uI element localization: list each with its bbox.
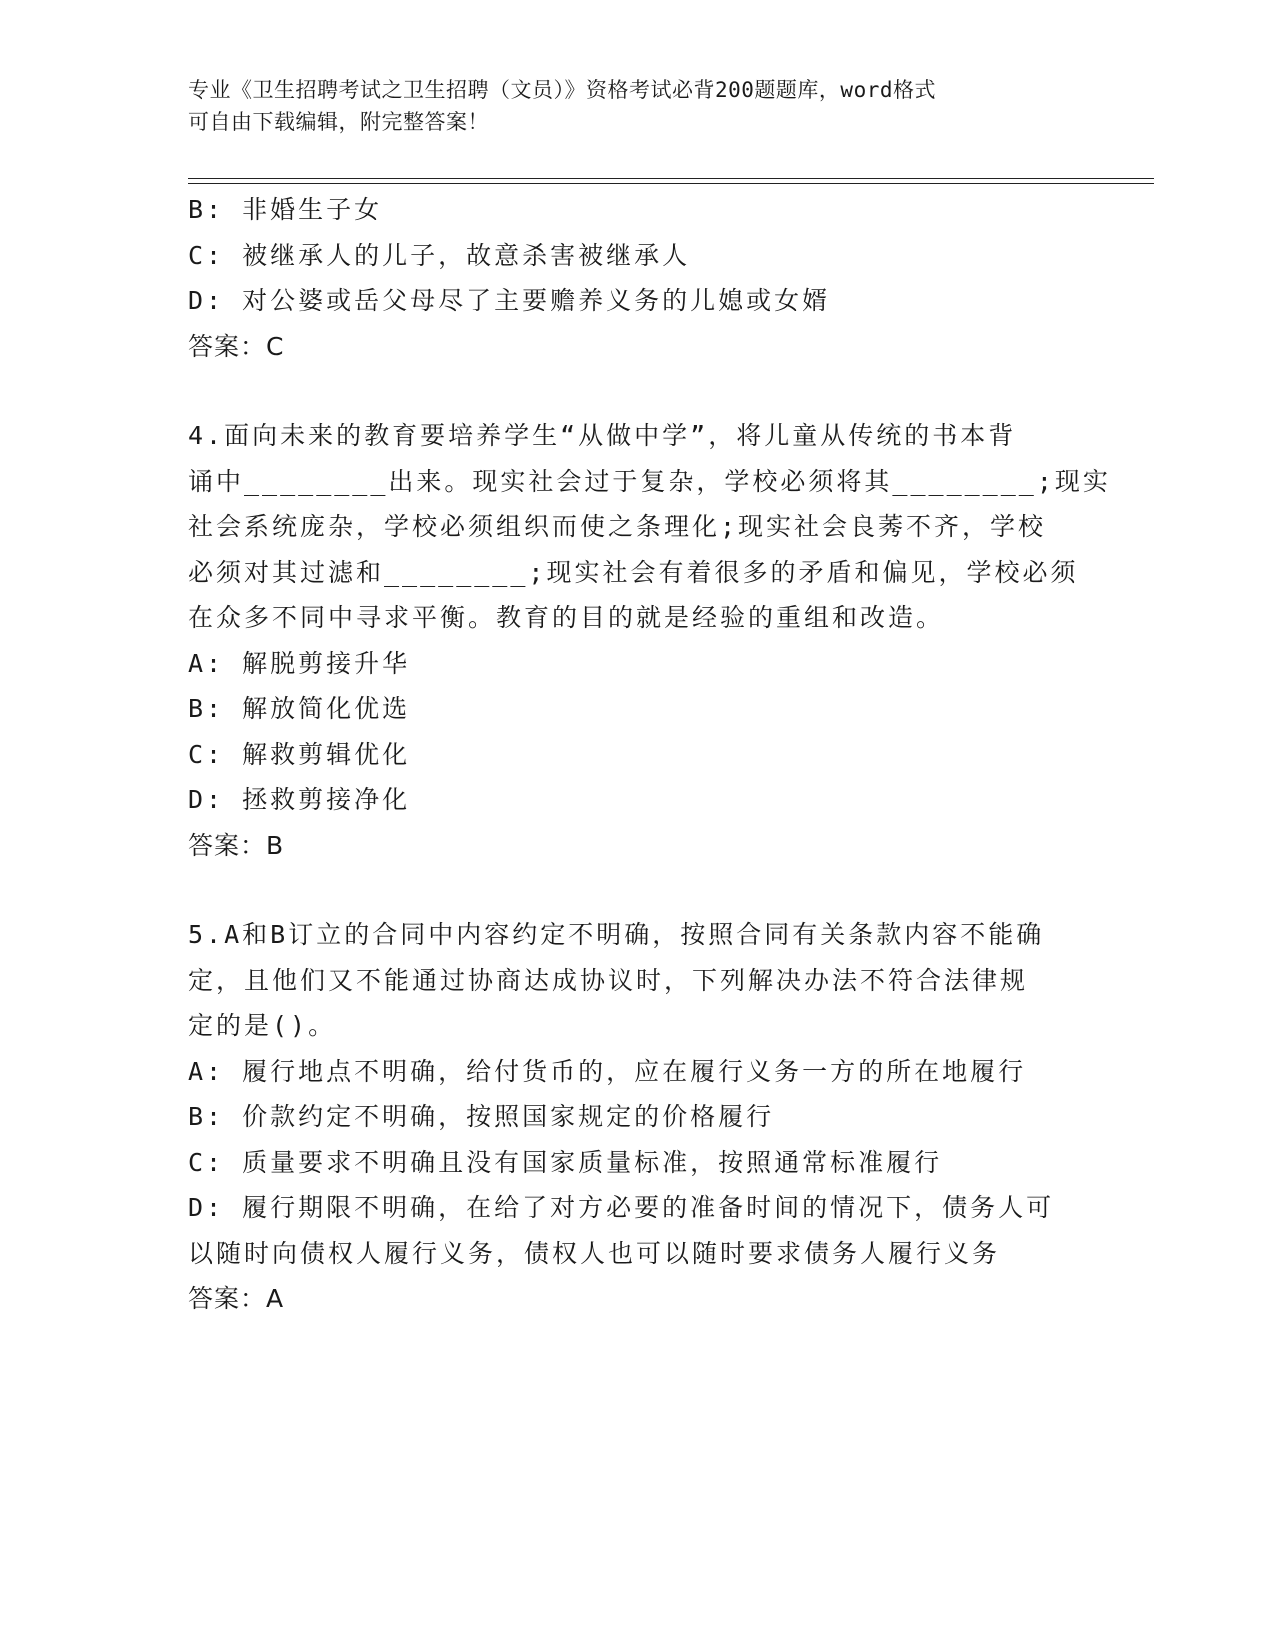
option-d: D: 履行期限不明确，在给了对方必要的准备时间的情况下，债务人可 (188, 1193, 1055, 1222)
option-a: A: 解脱剪接升华 (188, 648, 411, 678)
question-stem-line: 必须对其过滤和________;现实社会有着很多的矛盾和偏见，学校必须 (188, 557, 1079, 587)
question-spacer (188, 868, 1088, 912)
option-d: D: 对公婆或岳父母尽了主要赡养义务的儿媳或女婿 (188, 286, 831, 315)
header-line-1: 专业《卫生招聘考试之卫生招聘（文员）》资格考试必背200题题库，word格式 (188, 78, 936, 102)
question-stem-line: 在众多不同中寻求平衡。教育的目的就是经验的重组和改造。 (188, 603, 945, 632)
option-b: B: 非婚生子女 (188, 195, 383, 224)
option-c: C: 质量要求不明确且没有国家质量标准，按照通常标准履行 (188, 1147, 943, 1177)
header-divider-bottom (188, 183, 1154, 184)
question-stem-line: 定的是()。 (188, 1011, 337, 1040)
header-divider-top (188, 178, 1154, 179)
question-stem-line: 社会系统庞杂，学校必须组织而使之条理化;现实社会良莠不齐，学校 (188, 512, 1047, 541)
question-stem-line: 4.面向未来的教育要培养学生“从做中学”，将儿童从传统的书本背 (188, 421, 1017, 450)
question-stem-line: 5.A和B订立的合同中内容约定不明确，按照合同有关条款内容不能确 (188, 920, 1045, 949)
header-line-2: 可自由下载编辑，附完整答案！ (188, 110, 489, 134)
question-stem-line: 定，且他们又不能通过协商达成协议时，下列解决办法不符合法律规 (188, 965, 1029, 995)
question-3 (188, 187, 1088, 369)
answer-line: 答案：B (188, 830, 285, 860)
option-b: B: 价款约定不明确，按照国家规定的价格履行 (188, 1102, 775, 1131)
question-4 (188, 413, 1111, 868)
option-c: C: 解救剪辑优化 (188, 739, 411, 769)
option-b: B: 解放简化优选 (188, 694, 411, 723)
question-stem-line: 诵中________出来。现实社会过于复杂，学校必须将其________;现实 (188, 466, 1111, 496)
answer-line: 答案：A (188, 1284, 285, 1313)
option-a: A: 履行地点不明确，给付货币的，应在履行义务一方的所在地履行 (188, 1056, 1027, 1086)
option-d-continued: 以随时向债权人履行义务，债权人也可以随时要求债务人履行义务 (188, 1238, 1001, 1268)
option-c: C: 被继承人的儿子，故意杀害被继承人 (188, 240, 691, 270)
question-5 (188, 912, 1088, 1322)
option-d: D: 拯救剪接净化 (188, 785, 411, 814)
question-spacer (188, 369, 1088, 413)
question-list (188, 187, 1111, 1322)
answer-line: 答案：C (188, 331, 285, 361)
document-header (188, 74, 1088, 138)
